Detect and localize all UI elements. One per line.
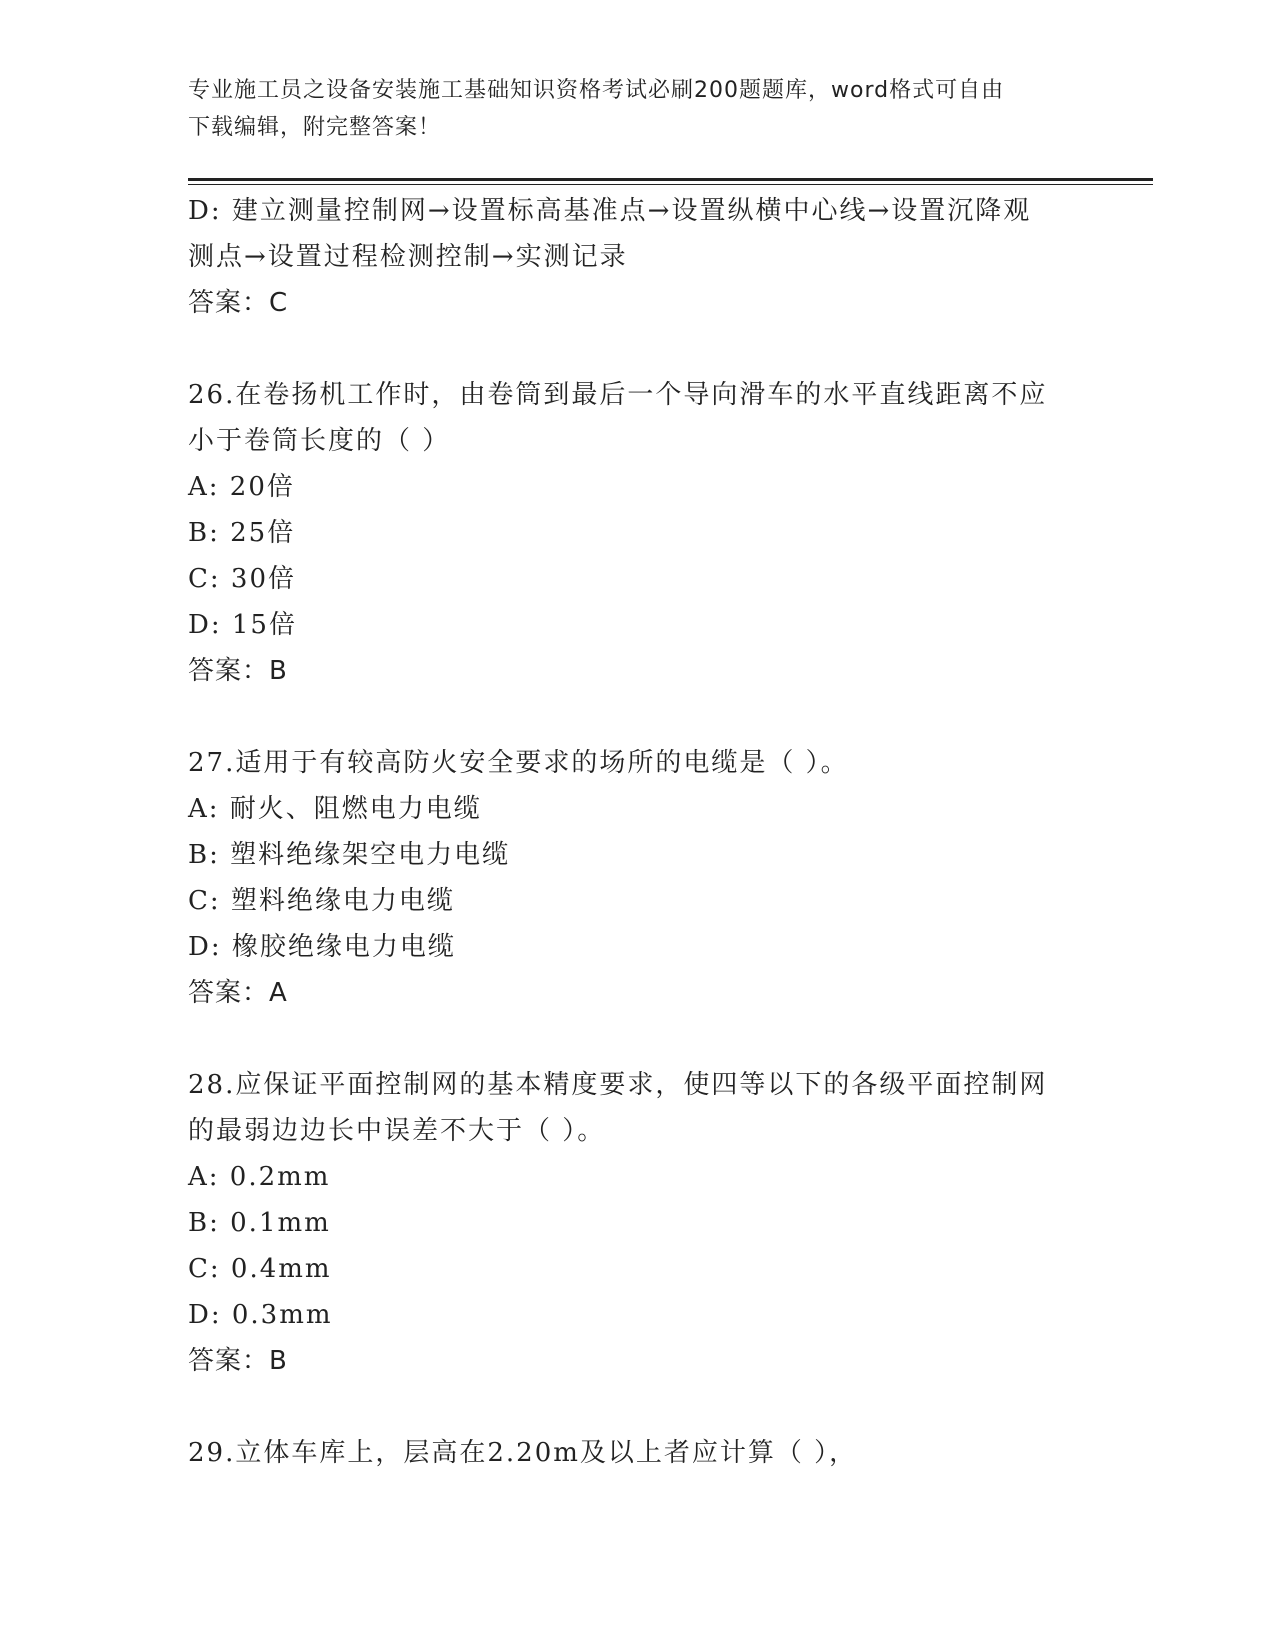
option-a: A: 20倍 [188, 472, 295, 502]
question-stem-line-2: 的最弱边边长中误差不大于（ ）。 [188, 1116, 606, 1146]
question-26 [188, 372, 1093, 694]
question-stem-line-1: 28.应保证平面控制网的基本精度要求，使四等以下的各级平面控制网 [188, 1070, 1048, 1100]
spacer [188, 326, 1093, 372]
option-b: B: 0.1mm [188, 1208, 331, 1238]
answer: 答案：B [188, 1346, 288, 1376]
option-b: B: 塑料绝缘架空电力电缆 [188, 840, 511, 870]
question-stem-line-1: 26.在卷扬机工作时，由卷筒到最后一个导向滑车的水平直线距离不应 [188, 380, 1048, 410]
spacer [188, 694, 1093, 740]
option-d: D: 15倍 [188, 610, 297, 640]
option-c: C: 0.4mm [188, 1254, 332, 1284]
question-stem-line-2: 小于卷筒长度的（ ） [188, 426, 451, 456]
header-divider-thin [188, 184, 1153, 185]
header-title-line-1: 专业施工员之设备安装施工基础知识资格考试必刷200题题库，word格式可自由 [188, 78, 1005, 103]
question-27 [188, 740, 1093, 1016]
header-title-line-2: 下载编辑，附完整答案！ [188, 115, 442, 140]
question-stem-line-1: 27.适用于有较高防火安全要求的场所的电缆是（ ）。 [188, 748, 849, 778]
document-header [188, 72, 1068, 146]
option-c: C: 塑料绝缘电力电缆 [188, 886, 455, 916]
spacer [188, 1016, 1093, 1062]
answer: 答案：A [188, 978, 288, 1008]
question-list [188, 188, 1093, 1476]
option-a: A: 0.2mm [188, 1162, 331, 1192]
option-d-line-2: 测点→设置过程检测控制→实测记录 [188, 242, 628, 272]
question-25 [188, 188, 1093, 326]
option-a: A: 耐火、阻燃电力电缆 [188, 794, 482, 824]
option-d: D: 橡胶绝缘电力电缆 [188, 932, 456, 962]
question-stem-line-1: 29.立体车库上，层高在2.20m及以上者应计算（ ）， [188, 1438, 858, 1468]
option-d: D: 0.3mm [188, 1300, 333, 1330]
question-29 [188, 1430, 1093, 1476]
option-b: B: 25倍 [188, 518, 296, 548]
answer: 答案：C [188, 288, 289, 318]
question-28 [188, 1062, 1093, 1384]
header-divider-thick [188, 178, 1153, 181]
option-c: C: 30倍 [188, 564, 297, 594]
option-d-line-1: D: 建立测量控制网→设置标高基准点→设置纵横中心线→设置沉降观 [188, 196, 1032, 226]
answer: 答案：B [188, 656, 288, 686]
spacer [188, 1384, 1093, 1430]
